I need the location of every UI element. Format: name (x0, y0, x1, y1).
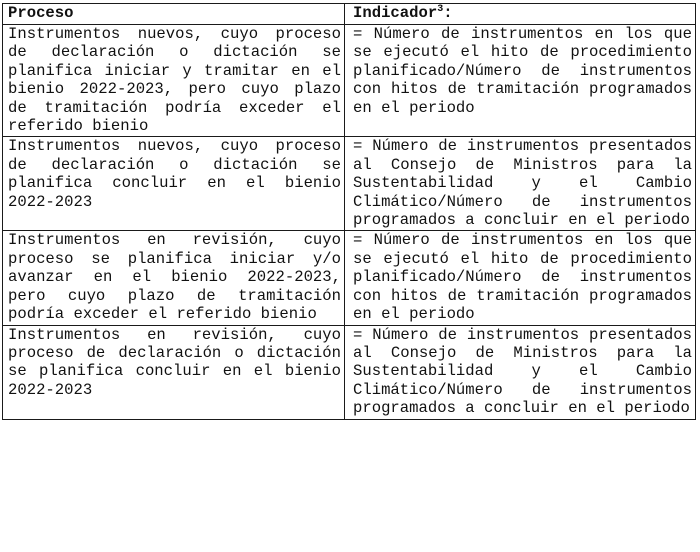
proceso-cell: Instrumentos nuevos, cuyo proceso de declaración o dictación se planifica iniciar y tramitar en el bienio 2022-2023, pero cuyo plazo de tramitación podría exceder el referido bienio (3, 25, 345, 137)
table-body (3, 25, 696, 420)
proceso-cell: Instrumentos en revisión, cuyo proceso de declaración o dictación se planifica concluir en el bienio 2022-2023 (3, 325, 345, 419)
table-header (3, 4, 696, 25)
column-header-indicador (345, 4, 696, 25)
indicador-header-label: Indicador (353, 4, 438, 22)
table-row (3, 325, 696, 419)
table-row (3, 137, 696, 231)
header-row (3, 4, 696, 25)
proceso-cell: Instrumentos en revisión, cuyo proceso se planifica iniciar y/o avanzar en el bienio 2022-2023, pero cuyo plazo de tramitación podría exceder el referido bienio (3, 231, 345, 325)
table-row (3, 25, 696, 137)
indicador-header-suffix: : (443, 4, 453, 22)
column-header-proceso (3, 4, 345, 25)
proceso-cell: Instrumentos nuevos, cuyo proceso de declaración o dictación se planifica concluir en el bienio 2022-2023 (3, 137, 345, 231)
indicador-cell: = Número de instrumentos presentados al Consejo de Ministros para la Sustentabilidad y el Cambio Climático/Número de instrumentos programados a concluir en el periodo (345, 325, 696, 419)
footnote-marker: 3 (437, 3, 444, 15)
process-indicator-table (2, 3, 696, 420)
proceso-header-label: Proceso (8, 4, 74, 22)
indicador-cell: = Número de instrumentos en los que se ejecutó el hito de procedimiento planificado/Número de instrumentos con hitos de tramitación programados en el periodo (345, 231, 696, 325)
indicador-cell: = Número de instrumentos presentados al Consejo de Ministros para la Sustentabilidad y el Cambio Climático/Número de instrumentos programados a concluir en el periodo (345, 137, 696, 231)
table-row (3, 231, 696, 325)
indicador-cell: = Número de instrumentos en los que se ejecutó el hito de procedimiento planificado/Número de instrumentos con hitos de tramitación programados en el periodo (345, 25, 696, 137)
